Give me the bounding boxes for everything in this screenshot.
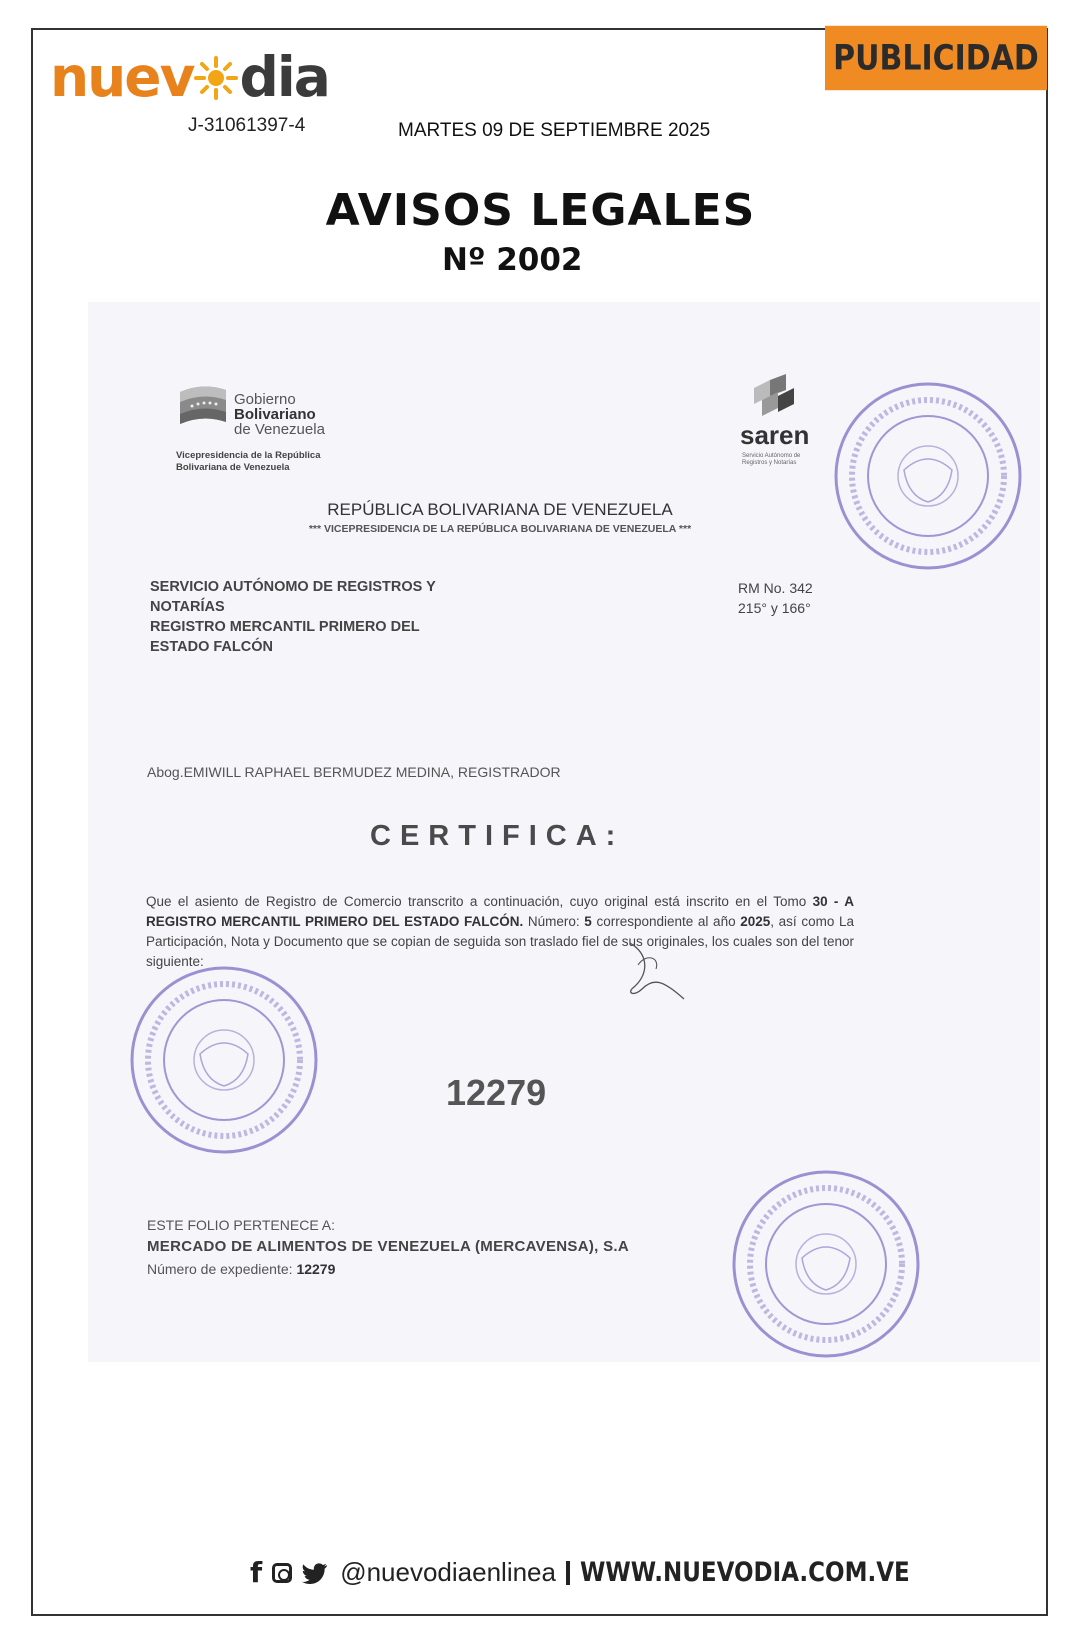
website-link[interactable]: WWW.NUEVODIA.COM.VE [579, 1557, 910, 1588]
footer-separator [566, 1561, 570, 1585]
saren-logo-subtitle: Servicio Autónomo de Registros y Notarías [742, 453, 801, 466]
certifica-heading: CERTIFICA: [370, 820, 625, 852]
rif-number: J-31061397-4 [188, 115, 306, 136]
registrar-name: Abog.EMIWILL RAPHAEL BERMUDEZ MEDINA, REGISTRADOR [147, 764, 561, 780]
notice-number: Nº 2002 [442, 242, 583, 278]
saren-logo-icon [750, 374, 806, 418]
gov-logo-subtitle: Vicepresidencia de la República Bolivariana de Venezuela [176, 450, 321, 473]
saren-logo-text: saren [740, 420, 810, 450]
service-heading: SERVICIO AUTÓNOMO DE REGISTROS Y NOTARÍAS REGISTRO MERCANTIL PRIMERO DEL ESTADO FALCÓN [150, 579, 436, 655]
twitter-icon[interactable] [302, 1562, 328, 1584]
vicepresidency-heading: *** VICEPRESIDENCIA DE LA REPÚBLICA BOLIVARIANA DE VENEZUELA *** [308, 523, 692, 535]
brand-logo: nuev dia [50, 45, 329, 109]
gov-logo-text: Gobierno Bolivariano de Venezuela [234, 391, 325, 438]
publication-date: MARTES 09 DE SEPTIEMBRE 2025 [398, 120, 711, 141]
footer [250, 1556, 910, 1589]
official-stamp-icon [728, 1166, 924, 1362]
instagram-icon[interactable] [272, 1563, 292, 1583]
sun-icon [194, 56, 238, 100]
official-stamp-icon [126, 962, 322, 1158]
folio-owner: ESTE FOLIO PERTENECE A: MERCADO DE ALIMENTOS DE VENEZUELA (MERCAVENSA), S.A Número de expediente: 12279 [147, 1217, 629, 1277]
publicidad-badge: PUBLICIDAD [825, 26, 1047, 90]
page-title: AVISOS LEGALES [325, 185, 756, 236]
registry-number: 12279 [446, 1072, 547, 1113]
venezuela-flag-icon [176, 378, 230, 432]
social-handle[interactable]: @nuevodiaenlinea [340, 1557, 556, 1587]
signature-mark [620, 935, 690, 1005]
republic-heading: REPÚBLICA BOLIVARIANA DE VENEZUELA [327, 500, 673, 519]
facebook-icon[interactable]: f [250, 1556, 263, 1589]
official-stamp-icon [830, 378, 1026, 574]
certificate-body: Que el asiento de Registro de Comercio transcrito a continuación, cuyo original está inscrito en el Tomo 30 - A REGISTRO MERCANTIL PRIMERO DEL ESTADO FALCÓN. Número: 5 correspondiente al año 2025, así como La Participación, Nota y Documento que se copian de seguida son traslado fiel de sus originales, los cuales son del tenor siguiente: [146, 894, 854, 969]
rm-info: RM No. 342 215° y 166° [738, 580, 813, 616]
